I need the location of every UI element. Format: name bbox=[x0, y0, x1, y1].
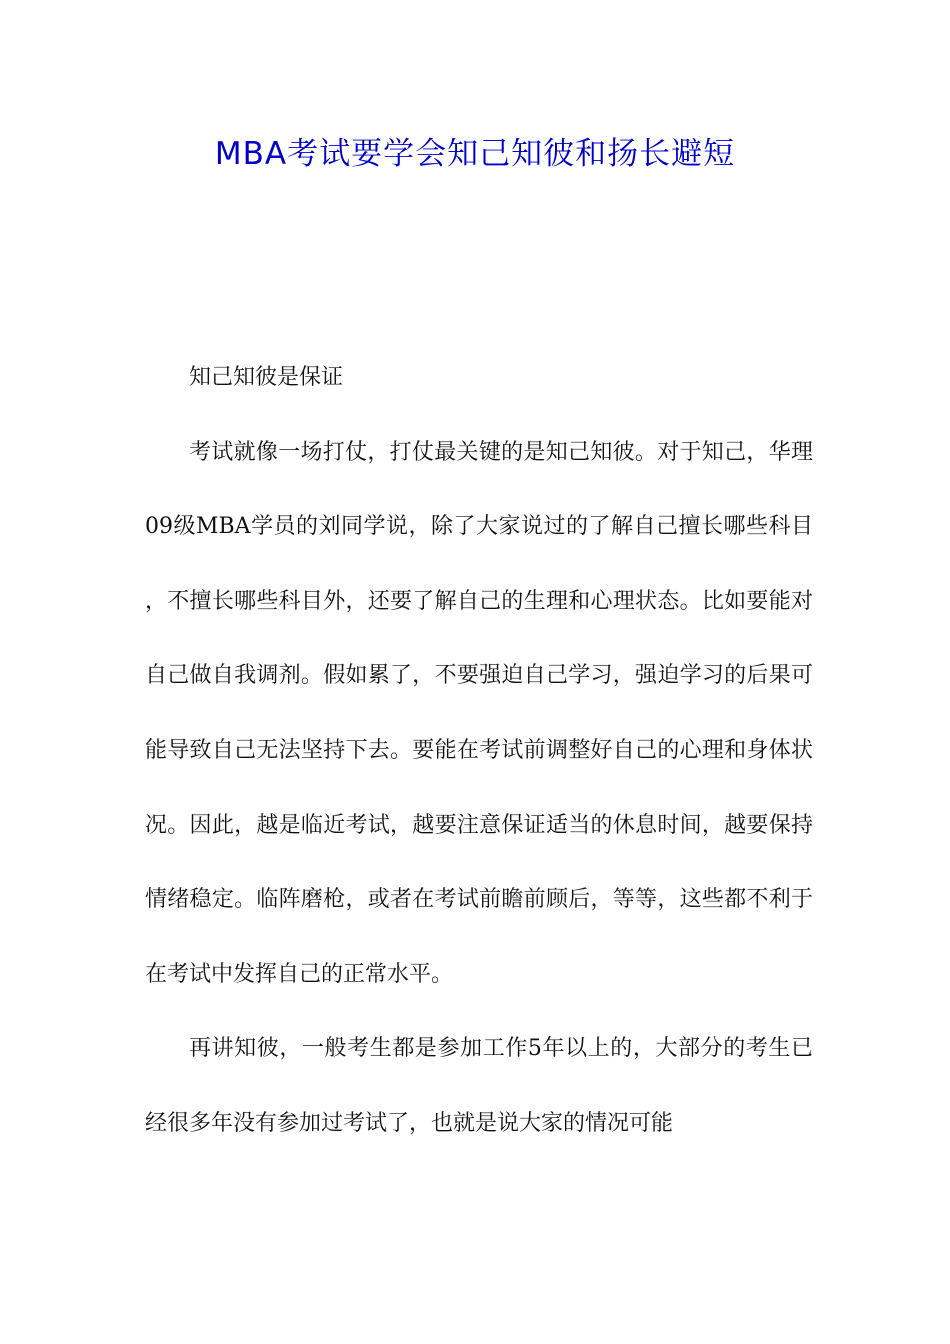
document-title: MBA考试要学会知己知彼和扬长避短 bbox=[214, 136, 736, 172]
paragraph-1: 考试就像一场打仗，打仗最关键的是知己知彼。对于知己，华理09级MBA学员的刘同学说，除了大家说过的了解自己擅长哪些科目，不擅长哪些科目外，还要了解自己的生理和心理状态。比如要能对自己做自我调剂。假如累了，不要强迫自己学习，强迫学习的后果可能导致自己无法坚持下去。要能在考试前调整好自己的心理和身体状况。因此，越是临近考试，越要注意保证适当的休息时间，越要保持情绪稳定。临阵磨枪，或者在考试前瞻前顾后，等等，这些都不利于在考试中发挥自己的正常水平。 bbox=[145, 439, 813, 987]
document-body bbox=[145, 341, 813, 1162]
paragraph-2: 再讲知彼，一般考生都是参加工作5年以上的，大部分的考生已经很多年没有参加过考试了，也就是说大家的情况可能 bbox=[145, 1036, 813, 1136]
section-heading: 知己知彼是保证 bbox=[189, 365, 344, 390]
